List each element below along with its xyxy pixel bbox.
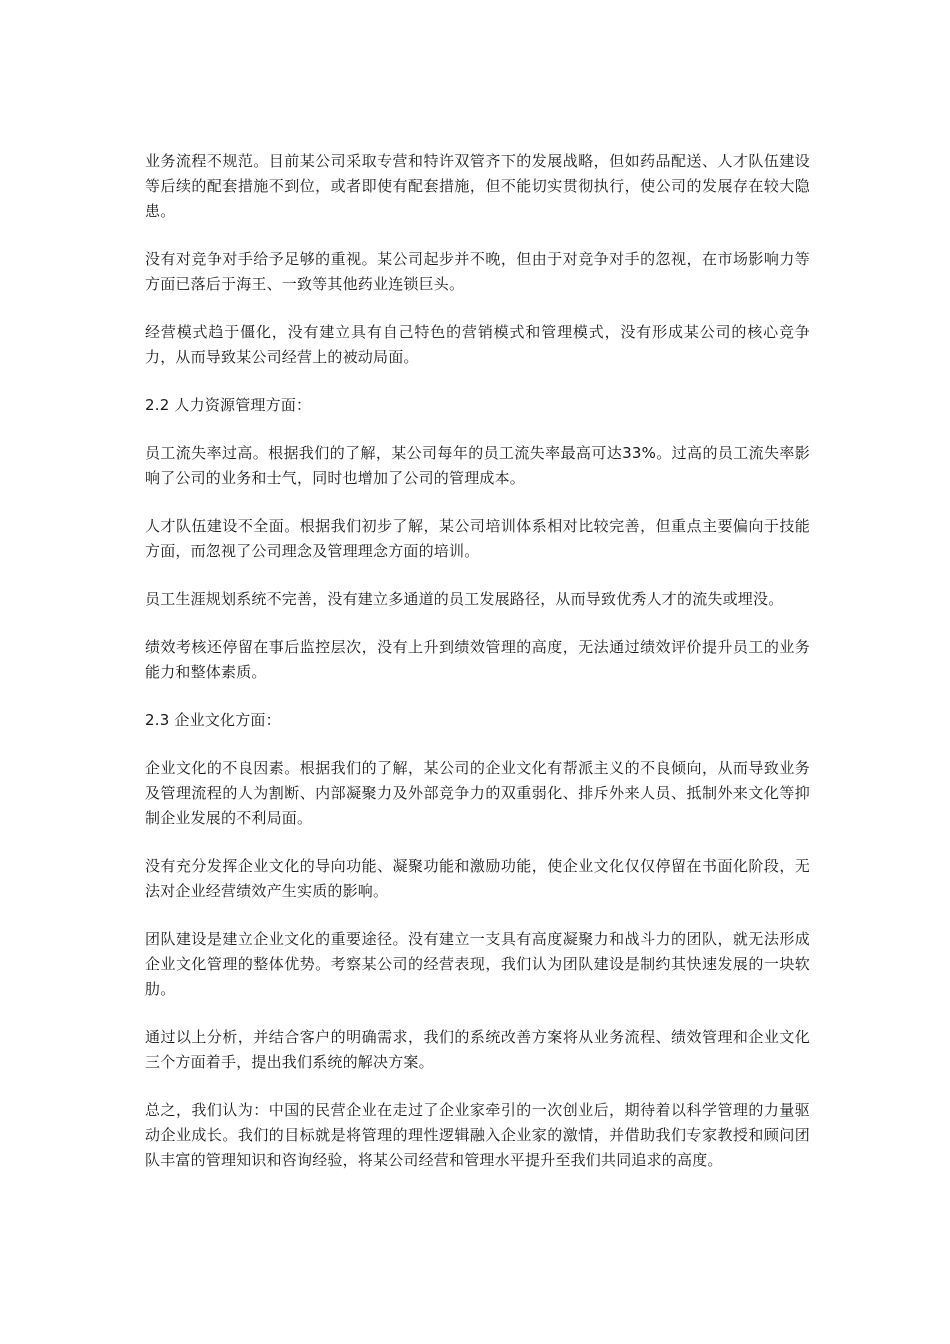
paragraph-team-building: 团队建设是建立企业文化的重要途径。没有建立一支具有高度凝聚力和战斗力的团队，就无法形成企业文化管理的整体优势。考察某公司的经营表现，我们认为团队建设是制约其快速发展的一块软肋。 (145, 930, 810, 998)
paragraph-business-process: 业务流程不规范。目前某公司采取专营和特许双管齐下的发展战略，但如药品配送、人才队伍建设等后续的配套措施不到位，或者即使有配套措施，但不能切实贯彻执行，使公司的发展存在较大隐患。 (145, 152, 810, 220)
section-heading-hr: 2.2 人力资源管理方面： (145, 396, 312, 414)
paragraph-competitors: 没有对竞争对手给予足够的重视。某公司起步并不晚，但由于对竞争对手的忽视，在市场影响力等方面已落后于海王、一致等其他药业连锁巨头。 (145, 250, 810, 293)
paragraph-career-planning: 员工生涯规划系统不完善，没有建立多通道的员工发展路径，从而导致优秀人才的流失或埋没。 (145, 590, 784, 608)
paragraph-culture-factors: 企业文化的不良因素。根据我们的了解，某公司的企业文化有帮派主义的不良倾向，从而导致业务及管理流程的人为割断、内部凝聚力及外部竞争力的双重弱化、排斥外来人员、抵制外来文化等抑制企业发展的不利局面。 (145, 759, 810, 827)
paragraph-turnover: 员工流失率过高。根据我们的了解，某公司每年的员工流失率最高可达33%。过高的员工流失率影响了公司的业务和士气，同时也增加了公司的管理成本。 (145, 444, 810, 487)
paragraph-culture-functions: 没有充分发挥企业文化的导向功能、凝聚功能和激励功能，使企业文化仅仅停留在书面化阶段，无法对企业经营绩效产生实质的影响。 (145, 857, 810, 900)
section-heading-culture: 2.3 企业文化方面： (145, 711, 281, 729)
paragraph-business-model: 经营模式趋于僵化，没有建立具有自己特色的营销模式和管理模式，没有形成某公司的核心竞争力，从而导致某公司经营上的被动局面。 (145, 323, 810, 366)
paragraph-talent: 人才队伍建设不全面。根据我们初步了解，某公司培训体系相对比较完善，但重点主要偏向于技能方面，而忽视了公司理念及管理理念方面的培训。 (145, 517, 810, 560)
paragraph-analysis-summary: 通过以上分析，并结合客户的明确需求，我们的系统改善方案将从业务流程、绩效管理和企业文化三个方面着手，提出我们系统的解决方案。 (145, 1028, 810, 1071)
paragraph-conclusion: 总之，我们认为：中国的民营企业在走过了企业家牵引的一次创业后，期待着以科学管理的力量驱动企业成长。我们的目标就是将管理的理性逻辑融入企业家的激情，并借助我们专家教授和顾问团队丰富的管理知识和咨询经验，将某公司经营和管理水平提升至我们共同追求的高度。 (145, 1101, 810, 1169)
document-page (145, 149, 810, 1196)
paragraph-performance: 绩效考核还停留在事后监控层次，没有上升到绩效管理的高度，无法通过绩效评价提升员工的业务能力和整体素质。 (145, 638, 810, 681)
